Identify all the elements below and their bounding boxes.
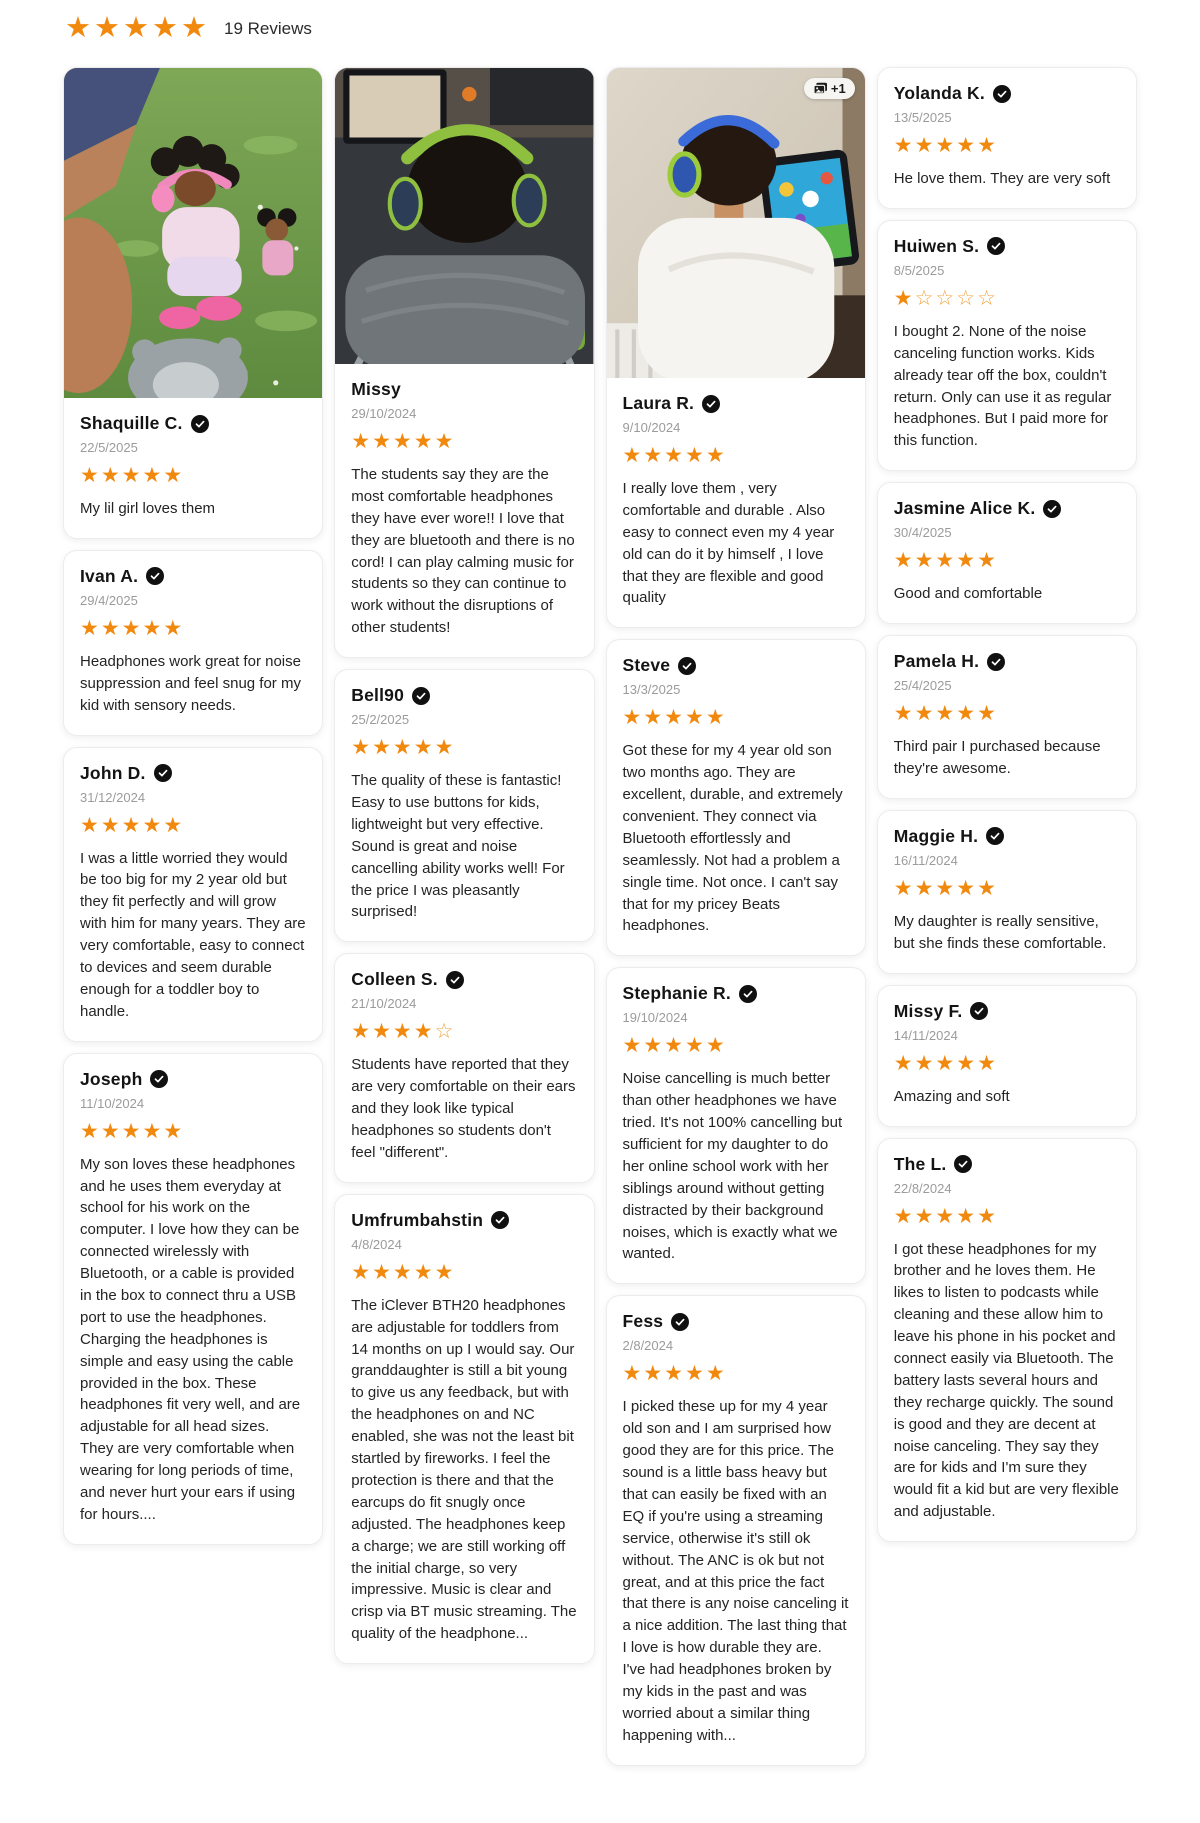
reviews-column-2 [334,67,594,1675]
star-filled-icon: ★ [705,706,727,730]
star-filled-icon: ★ [121,813,143,837]
review-stars [623,445,849,466]
review-card [334,1194,594,1664]
verified-icon [970,1002,988,1020]
review-text: Amazing and soft [893,1087,1010,1105]
star-filled-icon: ★ [643,1034,665,1058]
star-empty-icon: ☆ [914,286,936,310]
star-filled-icon: ★ [643,1362,665,1386]
star-filled-icon: ★ [977,549,998,573]
photos-icon [813,82,828,95]
review-date: 25/4/2025 [893,678,952,694]
review-stars [351,1021,577,1042]
star-filled-icon: ★ [622,1362,644,1386]
star-filled-icon: ★ [893,702,915,726]
reviewer-name: Missy [351,379,401,399]
photo-boy-in-classroom [335,68,593,364]
star-filled-icon: ★ [684,444,706,467]
star-filled-icon: ★ [643,444,665,467]
star-filled-icon: ★ [392,1260,414,1284]
review-text: Headphones work great for noise suppression and feel snug for my kid with sensory needs. [80,652,301,714]
star-filled-icon: ★ [893,134,915,157]
review-date: 14/11/2024 [893,1027,958,1043]
review-text: The iClever BTH20 headphones are adjustable for toddlers from 14 months on up I would say. Our granddaughter is still a bit young to give us any feedback, but with the headphones on and NC enabled, she was not the least bit startled by fireworks. I feel the protection is there and that the earcups do fit snugly once adjusted. The headphones keep a charge; we are still working off the initial charge, so very impressive. Music is clear and crisp via BT music streaming. The quality of the headphone... [351,1296,577,1643]
verified-icon [146,567,164,585]
review-card [334,669,594,942]
star-filled-icon: ★ [977,1204,998,1228]
review-text: The students say they are the most comfortable headphones they have ever wore!! I love that they are bluetooth and there is no cord! I can play calming music for students so they can continue to work without the disruptions of other students! [351,466,575,637]
star-filled-icon: ★ [664,1362,685,1386]
star-filled-icon: ★ [121,1119,143,1143]
star-filled-icon: ★ [434,1260,456,1284]
star-filled-icon: ★ [94,12,123,44]
review-text: Third pair I purchased because they're awesome. [893,738,1101,778]
star-filled-icon: ★ [152,12,181,44]
star-filled-icon: ★ [80,616,101,640]
star-filled-icon: ★ [372,430,393,453]
review-date: 16/11/2024 [893,852,958,868]
star-filled-icon: ★ [434,736,456,760]
reviews-column-1 [63,67,323,1556]
review-card [63,747,323,1042]
review-card [877,482,1137,624]
verified-icon [412,687,430,705]
review-stars [894,1206,1120,1227]
star-filled-icon: ★ [684,1362,706,1386]
verified-icon [987,237,1005,255]
star-filled-icon: ★ [956,1051,978,1075]
review-date: 22/8/2024 [893,1180,952,1196]
star-filled-icon: ★ [100,813,122,837]
review-text: I was a little worried they would be too big for my 2 year old but they fit perfectly and will grow with him for many years. They are very comfortable, easy to connect to devices and seem durable enough for a toddler boy to handle. [80,849,306,1020]
reviewer-name: Fess [622,1311,664,1332]
review-date: 4/8/2024 [351,1236,402,1252]
star-filled-icon: ★ [956,549,978,573]
star-filled-icon: ★ [142,616,164,640]
star-filled-icon: ★ [977,876,998,900]
review-text: My son loves these headphones and he uses them everyday at school for his work on the computer. I love how they can be connected wirelessly with Bluetooth, or a cable is provided in the box to connect thru a USB port to use the headphones. Charging the headphones is simple and easy using the cable provided in the box. These headphones fit very well, and are adjustable for all head sizes. They are very comfortable when wearing for long periods of time, and never hurt your ears if using for hours.... [80,1155,301,1523]
star-filled-icon: ★ [392,430,414,453]
star-filled-icon: ★ [413,1020,435,1044]
star-filled-icon: ★ [392,736,414,760]
star-filled-icon: ★ [100,616,122,640]
star-filled-icon: ★ [956,1204,978,1228]
verified-icon [993,85,1011,103]
star-filled-icon: ★ [914,1204,936,1228]
star-filled-icon: ★ [372,1260,393,1284]
review-date: 13/5/2025 [893,110,952,125]
review-date: 8/5/2025 [893,262,945,278]
verified-icon [678,657,696,675]
verified-icon [154,764,172,782]
star-filled-icon: ★ [914,702,936,726]
star-filled-icon: ★ [893,549,915,573]
star-filled-icon: ★ [100,464,122,487]
review-stars [623,707,849,728]
more-photos-count: +1 [830,81,846,96]
review-card [606,67,866,628]
review-text: I picked these up for my 4 year old son and I am surprised how good they are for this price. The sound is a little bass heavy but that can easily be fixed with an EQ if you're using a streaming service, otherwise it's still ok without. The ANC is ok but not great, and at this price the fact that there is any noise canceling it a nice addition. The last thing that I love is how durable they are. I've had headphones broken by my kids in the past and was worried about a similar thing happening with... [622,1398,849,1744]
review-card [606,639,866,956]
review-text: He love them. They are very soft [893,170,1111,187]
star-filled-icon: ★ [372,1020,393,1044]
star-filled-icon: ★ [142,1119,164,1143]
star-filled-icon: ★ [977,702,998,726]
reviews-column-4 [877,67,1137,1553]
review-stars [894,288,1120,309]
star-filled-icon: ★ [163,616,185,640]
star-filled-icon: ★ [893,1204,915,1228]
verified-icon [1043,500,1061,518]
verified-icon [150,1070,168,1088]
review-stars [894,550,1120,571]
star-filled-icon: ★ [351,1260,373,1284]
star-filled-icon: ★ [121,616,143,640]
verified-icon [191,415,209,433]
star-filled-icon: ★ [413,430,435,453]
reviewer-name: Huiwen S. [893,235,980,256]
review-date: 21/10/2024 [351,996,417,1012]
review-card [334,67,594,658]
review-date: 30/4/2025 [893,525,952,541]
star-empty-icon: ☆ [935,286,957,310]
verified-icon [491,1211,509,1229]
star-filled-icon: ★ [956,876,978,900]
reviewer-name: Pamela H. [893,651,980,672]
review-date: 29/10/2024 [351,406,417,421]
reviewer-name: Umfrumbahstin [351,1209,484,1230]
review-stars [80,1121,306,1142]
reviewer-name: The L. [893,1153,947,1174]
reviewer-name: Steve [622,655,671,676]
star-filled-icon: ★ [351,736,373,760]
review-stars [80,618,306,639]
reviewer-name: Laura R. [622,393,695,413]
review-stars [894,135,1120,156]
reviewer-name: Shaquille C. [80,413,183,433]
star-filled-icon: ★ [935,1204,957,1228]
reviewer-name: Stephanie R. [622,983,731,1004]
star-filled-icon: ★ [935,549,957,573]
star-filled-icon: ★ [100,1119,122,1143]
review-text: I got these headphones for my brother and he loves them. He likes to listen to podcasts while cleaning and these allow him to leave his phone in his pocket and connect easily via Bluetooth. The battery lasts several hours and they recharge quickly. The sound is good and they are decent at noise canceling. They say they are for kids and I'm sure they would fit a kid but are very flexible and adjustable. [893,1240,1119,1521]
review-stars [351,737,577,758]
star-filled-icon: ★ [664,444,685,467]
review-date: 11/10/2024 [80,1095,145,1111]
review-date: 9/10/2024 [622,420,681,435]
star-filled-icon: ★ [935,1051,957,1075]
verified-icon [446,971,464,989]
photo-girl-in-grass [64,68,322,398]
review-card [877,810,1137,974]
star-empty-icon: ☆ [434,1020,456,1044]
review-text: My lil girl loves them [80,500,216,517]
review-text: The quality of these is fantastic! Easy to use buttons for kids, lightweight but very effective. Sound is great and noise cancelling ability works well! For the price I was pleasantly surprised! [351,772,565,921]
review-text: Good and comfortable [893,585,1043,603]
review-text: Got these for my 4 year old son two months ago. They are excellent, durable, and extremely convenient. They connect via Bluetooth effortlessly and seamlessly. Not had a problem a single time. Not once. I can't say that for my pricey Beats headphones. [622,742,843,935]
review-date: 19/10/2024 [622,1010,688,1026]
star-filled-icon: ★ [622,706,644,730]
star-filled-icon: ★ [142,464,164,487]
star-filled-icon: ★ [181,12,210,44]
star-filled-icon: ★ [893,286,915,310]
review-stars [351,1262,577,1283]
star-filled-icon: ★ [434,430,456,453]
star-filled-icon: ★ [80,1119,101,1143]
verified-icon [739,985,757,1003]
verified-icon [671,1313,689,1331]
plush-toy [128,337,248,398]
review-date: 25/2/2025 [351,712,410,728]
review-stars [894,703,1120,724]
review-date: 2/8/2024 [622,1338,674,1354]
star-filled-icon: ★ [163,464,185,487]
star-filled-icon: ★ [163,813,185,837]
star-filled-icon: ★ [622,1034,644,1058]
review-card [877,67,1137,209]
star-filled-icon: ★ [705,444,727,467]
reviews-summary [65,14,1137,43]
star-filled-icon: ★ [123,12,152,44]
review-date: 13/3/2025 [622,682,681,698]
verified-icon [987,653,1005,671]
review-date: 31/12/2024 [80,789,146,805]
star-filled-icon: ★ [65,12,94,44]
star-filled-icon: ★ [956,702,978,726]
star-empty-icon: ☆ [956,286,978,310]
star-filled-icon: ★ [893,1051,915,1075]
overall-rating-stars [65,14,210,43]
star-filled-icon: ★ [684,1034,706,1058]
star-filled-icon: ★ [914,876,936,900]
star-filled-icon: ★ [664,1034,685,1058]
reviewer-name: Maggie H. [893,825,979,846]
reviewer-name: Colleen S. [351,969,438,990]
star-filled-icon: ★ [622,444,644,467]
star-filled-icon: ★ [413,736,435,760]
star-filled-icon: ★ [914,549,936,573]
verified-icon [986,827,1004,845]
review-card [877,635,1137,799]
review-date: 22/5/2025 [80,440,138,455]
star-filled-icon: ★ [351,430,373,453]
star-filled-icon: ★ [80,813,101,837]
review-text: I bought 2. None of the noise canceling function works. Kids already tear off the box, couldn't return. Only can use it as regular headphones. But I paid more for this function. [893,322,1112,450]
star-filled-icon: ★ [935,876,957,900]
review-stars [623,1363,849,1384]
star-filled-icon: ★ [977,1051,998,1075]
star-filled-icon: ★ [372,736,393,760]
review-text: I really love them , very comfortable and durable . Also easy to connect even my 4 year old can do it by himself , I love that they are flexible and good quality [622,480,835,607]
review-card [63,67,323,539]
review-card [63,550,323,736]
star-filled-icon: ★ [914,134,936,157]
review-card [606,1295,866,1765]
review-card [877,220,1137,471]
review-card [334,953,594,1182]
review-card [877,1138,1137,1543]
review-text: My daughter is really sensitive, but she finds these comfortable. [893,912,1107,952]
reviews-column-3 [606,67,866,1777]
star-filled-icon: ★ [705,1362,727,1386]
review-date: 29/4/2025 [80,592,138,608]
reviewer-name: Jasmine Alice K. [893,498,1036,519]
star-filled-icon: ★ [413,1260,435,1284]
review-photo[interactable] [335,68,593,364]
star-filled-icon: ★ [142,813,164,837]
reviewer-name: Yolanda K. [893,83,985,103]
review-stars [623,1035,849,1056]
star-filled-icon: ★ [935,134,957,157]
reviewer-name: Ivan A. [80,565,139,586]
star-filled-icon: ★ [684,706,706,730]
star-filled-icon: ★ [935,702,957,726]
review-photo[interactable] [64,68,322,398]
reviews-count: 19 Reviews [224,18,312,38]
review-card [877,985,1137,1127]
verified-icon [954,1155,972,1173]
review-card [63,1053,323,1545]
review-text: Students have reported that they are very comfortable on their ears and they look like typical headphones so students don't feel "different". [351,1056,576,1161]
star-filled-icon: ★ [914,1051,936,1075]
star-empty-icon: ☆ [977,286,998,310]
star-filled-icon: ★ [643,706,665,730]
review-card [606,967,866,1284]
review-stars [80,465,306,486]
review-text: Noise cancelling is much better than other headphones we have tried. It's not 100% cancelling but sufficient for my daughter to do her online school work with her siblings around without getting distracted by their background noises, which is exactly what we wanted. [622,1070,843,1263]
review-stars [894,1053,1120,1074]
star-filled-icon: ★ [893,876,915,900]
star-filled-icon: ★ [956,134,978,157]
star-filled-icon: ★ [392,1020,414,1044]
review-stars [894,878,1120,899]
star-filled-icon: ★ [80,464,101,487]
reviewer-name: Bell90 [351,685,405,706]
more-photos-badge[interactable] [804,78,855,99]
review-stars [80,815,306,836]
reviewer-name: John D. [80,762,146,783]
photo-boy-with-tablet [607,68,865,378]
star-filled-icon: ★ [351,1020,373,1044]
review-photo[interactable] [607,68,865,378]
review-stars [351,431,577,452]
star-filled-icon: ★ [121,464,143,487]
star-filled-icon: ★ [163,1119,185,1143]
reviews-grid [63,67,1137,1777]
reviewer-name: Missy F. [893,1000,963,1021]
reviewer-name: Joseph [80,1068,143,1089]
star-filled-icon: ★ [977,134,998,157]
star-filled-icon: ★ [664,706,685,730]
star-filled-icon: ★ [705,1034,727,1058]
verified-icon [702,395,720,413]
